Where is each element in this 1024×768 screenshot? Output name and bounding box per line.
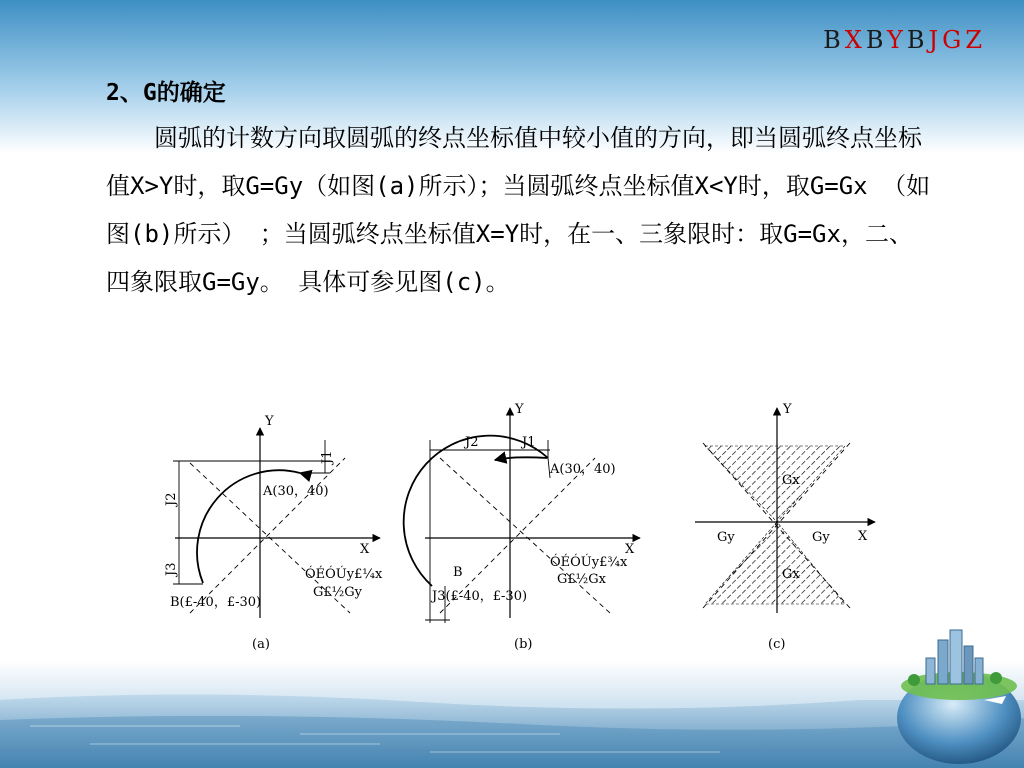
fig-b-caption: (b) — [514, 637, 533, 652]
fig-b-arc-top — [495, 457, 547, 460]
brand-letter-5: B — [906, 26, 929, 54]
fig-c-gx-bottom: Gx — [782, 567, 800, 582]
fig-a-y-label: Y — [265, 414, 274, 429]
body-paragraph — [106, 114, 936, 306]
fig-c-y-label: Y — [783, 402, 792, 417]
fig-c-gy-right: Gy — [812, 530, 830, 545]
paragraph-text: 圆弧的计数方向取圆弧的终点坐标值中较小值的方向，即当圆弧终点坐标值X>Y时，取G=Gy（如图(a)所示）；当圆弧终点坐标值X<Y时，取G=Gx （如图(b)所示） ；当圆弧终点坐标值X=Y时，在一、三象限时：取G=Gx，二、四象限取G=Gy。 具体可参见图(c)。 — [106, 124, 931, 296]
figure-a — [164, 414, 383, 652]
fig-b-j1-label: J1 — [522, 435, 536, 450]
fig-a-caption: (a) — [252, 637, 270, 652]
brand-letter-8: Z — [965, 26, 986, 54]
fig-a-j3-label: J3 — [164, 562, 179, 576]
fig-c-caption: (c) — [768, 637, 786, 652]
figure-panel — [155, 398, 885, 660]
fig-a-formula-2: G£½Gy — [313, 585, 362, 600]
fig-a-j1-label: J1 — [320, 450, 335, 464]
fig-b-j2-label: J2 — [465, 435, 479, 450]
brand-letter-2: X — [844, 26, 866, 54]
fig-c-hatch-top — [705, 446, 845, 522]
fig-a-point-a: A(30，40) — [263, 484, 329, 499]
fig-b-formula-1: ÓÉÓÚy£¾x — [550, 555, 628, 570]
figure-b — [404, 402, 640, 652]
section-heading: 2、G的确定 — [106, 80, 226, 106]
figure-c — [695, 402, 875, 652]
brand-letter-3: B — [865, 26, 888, 54]
fig-a-j2-label: J2 — [164, 492, 179, 506]
brand-letter-6: J — [928, 26, 943, 54]
fig-b-point-b-label: B — [453, 565, 463, 580]
fig-a-x-label: X — [360, 542, 370, 557]
brand-logo-text — [823, 26, 986, 54]
fig-b-y-label: Y — [515, 402, 524, 417]
fig-b-formula-2: G£½Gx — [557, 572, 606, 587]
brand-letter-7: G — [942, 26, 966, 54]
fig-a-point-b: B(£-40，£-30) — [170, 595, 262, 610]
brand-letter-4: Y — [887, 26, 907, 54]
fig-c-x-label: X — [858, 529, 868, 544]
fig-c-gy-left: Gy — [717, 530, 735, 545]
fig-b-point-a: A(30，40) — [550, 462, 616, 477]
fig-a-formula-1: ÓÉÓÚy£¼x — [305, 567, 383, 582]
fig-b-point-b: J3(£-40，£-30) — [432, 589, 528, 604]
fig-b-x-label: X — [625, 542, 635, 557]
brand-letter-1: B — [823, 26, 845, 54]
globe-city-icon — [874, 618, 1024, 768]
fig-c-gx-top: Gx — [782, 473, 800, 488]
